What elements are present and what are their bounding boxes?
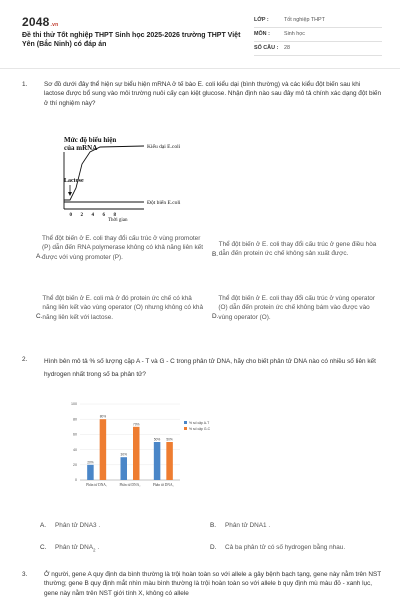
mrna-expression-figure [60, 130, 200, 222]
y-tick-label: 20 [73, 463, 77, 467]
question-text: Hình bên mô tả % số lượng cặp A - T và G - C trong phân tử DNA, hãy cho biết phân tử DNA nào có nhiều số liên kết hydrogen nhất trong số ba phân tử? [44, 358, 376, 379]
question-number: 1. [22, 81, 28, 88]
fig1-tick: 2 [80, 213, 83, 218]
category-label: Phân tử DNA₁ [86, 483, 108, 487]
site-logo[interactable]: 2048.vn [22, 15, 59, 29]
q2-option-c[interactable]: C. Phân tử $DNA_2$ . [40, 544, 100, 553]
bar-gc [133, 427, 140, 480]
question-3 [22, 570, 382, 598]
legend-label-at: % số cặp A-T [189, 421, 210, 425]
question-text: Sơ đồ dưới đây thể hiện sự biểu hiện mRNA ở tế bào E. coli kiểu dại (bình thường) và các kiểu đột biến sau khi lactose được bổ sung vào môi trường nuôi cấy cạn kiệt glucose. Nhận định nào sau đây mô tả chính xác dạng đột biến ở thí nghiệm này? [44, 81, 382, 107]
bar-gc [100, 419, 107, 480]
meta-class: LỚP : Tốt nghiệp THPT [254, 14, 382, 28]
fig1-tick: 6 [102, 213, 105, 218]
bar-gc [166, 442, 173, 480]
bar-at [154, 442, 161, 480]
q2-options-row-2 [40, 543, 380, 554]
q2-options-row-1 [40, 521, 380, 530]
fig1-tick: 0 [69, 213, 72, 218]
bar-data-label: 50% [166, 437, 173, 442]
category-label: Phân tử DNA₂ [119, 483, 141, 487]
legend-label-gc: % số cặp G-C [189, 427, 211, 431]
bar-data-label: 80% [99, 414, 107, 419]
bar-data-label: 50% [153, 437, 161, 442]
y-tick-label: 0 [75, 478, 77, 483]
bar-data-label: 70% [133, 422, 140, 427]
q1-option-a[interactable]: A. Thể đột biến ở E. coli thay đổi cấu trúc ở vùng promoter (P) dẫn đến RNA polymerase không có khả năng liên kết được với vùng promoter (P). [36, 235, 203, 261]
exam-title: Đề thi thử Tốt nghiệp THPT Sinh học 2025-2026 trường THPT Việt Yên (Bắc Ninh) có đáp án [22, 32, 241, 49]
lactose-label: Lactose [64, 178, 84, 184]
bar-data-label: 30% [120, 452, 127, 457]
meta-subject: MÔN : Sinh học [254, 28, 382, 42]
q2-option-d[interactable]: D. Cả ba phân tử có số hydrogen bằng nhau. [210, 544, 346, 551]
wild-type-curve [64, 146, 144, 200]
y-tick-label: 80 [73, 417, 77, 422]
mutant-label: Đột biến E.coli [147, 200, 181, 206]
y-tick-label: 40 [73, 447, 77, 452]
exam-meta [254, 14, 382, 56]
legend-swatch-at [184, 421, 187, 424]
header-divider [0, 68, 400, 69]
lactose-arrow-icon [68, 192, 72, 196]
question-number: 3. [22, 571, 28, 578]
wild-type-label: Kiểu dại E.coli [147, 144, 181, 150]
bar-data-label: 20% [87, 460, 94, 465]
question-1 [22, 80, 382, 108]
q1-option-d[interactable]: D. Thể đột biến ở E. coli thay đổi cấu trúc ở vùng operator (O) dẫn đến protein ức chế không bám vào được vào vùng operator (O). [212, 295, 375, 321]
q2-option-a[interactable]: A. Phân tử DNA3 . [40, 522, 101, 529]
q2-option-b[interactable]: B. Phân tử DNA1 . [210, 522, 271, 529]
question-2 [22, 355, 382, 382]
q1-option-c[interactable]: C. Thể đột biến ở E. coli mà ở đó protein ức chế có khả năng liên kết vào vùng operator (O) nhưng không có khả năng liên kết với lactose. [36, 295, 204, 321]
fig1-tick: 4 [91, 213, 94, 218]
fig1-tick: 8 [113, 213, 116, 218]
dna-base-pair-chart [62, 396, 222, 496]
exam-header [22, 10, 382, 62]
y-tick-label: 100 [71, 402, 77, 407]
y-tick-label: 60 [73, 432, 77, 437]
meta-question-count: SỐ CÂU : 28 [254, 42, 382, 56]
category-label: Phân tử DNA₃ [152, 483, 174, 487]
fig1-xlabel: Thời gian [108, 218, 128, 222]
bar-at [87, 465, 94, 480]
question-number: 2. [22, 356, 28, 363]
legend-swatch-gc [184, 427, 187, 430]
bar-at [121, 457, 128, 480]
fig1-ylabel-2: của mRNA [64, 144, 98, 152]
q1-option-b[interactable]: B. Thể đột biến ở E. coli thay đổi cấu trúc ở gene điều hòa dẫn đến protein ức chế không sản xuất được. [212, 241, 377, 258]
question-text: Ở người, gene A quy định da bình thường là trội hoàn toàn so với allele a gây bệnh bạch tạng, gene này nằm trên NST thường; gene B quy định mắt nhìn màu bình thường là trội hoàn toàn so với allele b quy định mù màu đỏ - xanh lục, gene này nằm trên NST giới tính X, không có allele [44, 571, 382, 597]
fig1-ylabel-1: Mức độ biểu hiện [64, 136, 117, 144]
